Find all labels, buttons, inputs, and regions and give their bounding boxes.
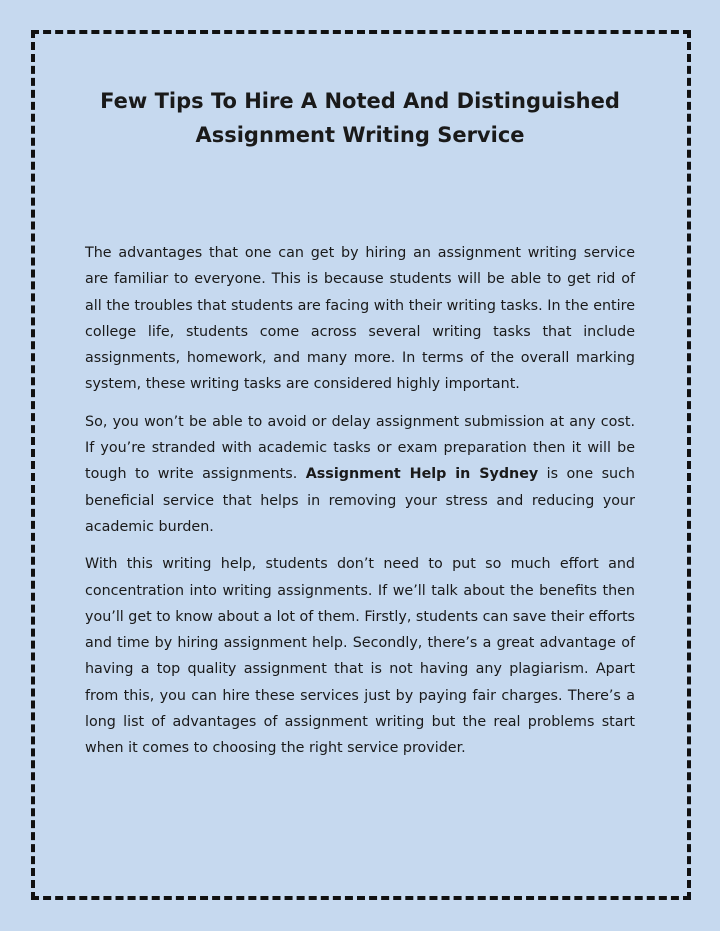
- assignment-help-sydney-link: Assignment Help in Sydney: [305, 466, 539, 483]
- paragraph-3: With this writing help, students don’t need to put so much effort and concentration into writing assignments. If we’ll talk about the benefits then you’ll get to know about a lot of them. Firstly, students can save their efforts and time by hiring assignment help. Secondly, there’s a great advantage of having a top quality assignment that is not having any plagiarism. Apart from this, you can hire these services just by paying fair charges. There’s a long list of advantages of assignment writing but the real problems start when it comes to choosing the right service provider.: [85, 556, 635, 757]
- paragraph-2: [85, 409, 635, 540]
- paragraph-1: The advantages that one can get by hiring an assignment writing service are familiar to everyone. This is because students will be able to get rid of all the troubles that students are facing with their writing tasks. In the entire college life, students come across several writing tasks that include assignments, homework, and many more. In terms of the overall marking system, these writing tasks are considered highly important.: [85, 245, 635, 393]
- document-body: [85, 240, 635, 773]
- document-title: Few Tips To Hire A Noted And Distinguished Assignment Writing Service: [100, 89, 620, 147]
- paragraph-2-text-after: is one such beneficial service that helps in removing your stress and reducing your academic burden.: [85, 466, 635, 535]
- paragraph-2-text-before: So, you won’t be able to avoid or delay assignment submission at any cost. If you’re stranded with academic tasks or exam preparation then it will be tough to write assignments.: [85, 413, 635, 483]
